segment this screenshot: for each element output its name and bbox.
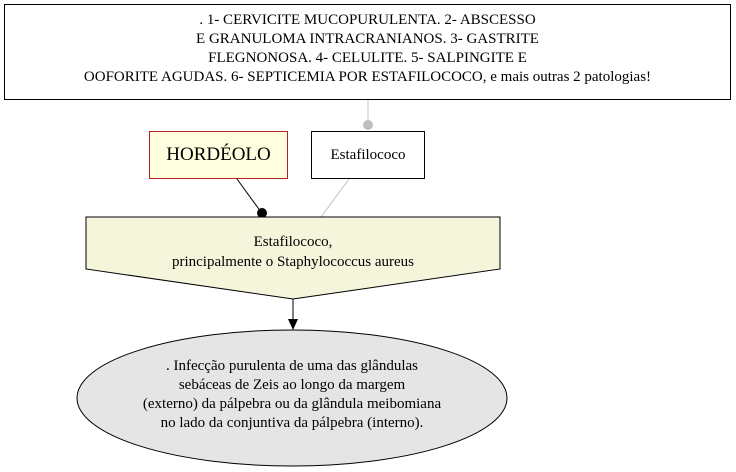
connector-dot-gray xyxy=(363,120,373,130)
hordeolo-label: HORDÉOLO xyxy=(166,144,271,165)
definition-line-3: (externo) da pálpebra ou da glândula meibomiana xyxy=(142,396,442,412)
hordeolo-node xyxy=(149,131,288,179)
cause-node xyxy=(86,232,500,272)
connector-estafilococo-to-cause xyxy=(321,179,349,217)
pathologies-line-1: . 1- CERVICITE MUCOPURULENTA. 2- ABSCESSO xyxy=(199,12,536,28)
definition-line-1: . Infecção purulenta de uma das glândulas xyxy=(166,358,418,374)
pathologies-box xyxy=(4,4,731,100)
cause-line-1: Estafilococo, xyxy=(253,234,333,250)
estafilococo-label: Estafilococo xyxy=(330,146,406,163)
definition-line-4: no lado da conjuntiva da pálpebra (interno). xyxy=(160,415,424,431)
estafilococo-node xyxy=(311,131,425,179)
pathologies-line-4: OOFORITE AGUDAS. 6- SEPTICEMIA POR ESTAFILOCOCO, e mais outras 2 patologias! xyxy=(83,69,652,85)
definition-node xyxy=(80,357,504,433)
pathologies-line-2: E GRANULOMA INTRACRANIANOS. 3- GASTRITE xyxy=(196,31,539,47)
arrowhead-down xyxy=(288,319,298,330)
cause-line-2: principalmente o Staphylococcus aureus xyxy=(171,254,414,270)
definition-line-2: sebáceas de Zeis ao longo da margem xyxy=(178,377,406,393)
pathologies-line-3: FLEGNONOSA. 4- CELULITE. 5- SALPINGITE E xyxy=(208,50,527,66)
connector-hordeolo-to-cause xyxy=(237,179,261,212)
